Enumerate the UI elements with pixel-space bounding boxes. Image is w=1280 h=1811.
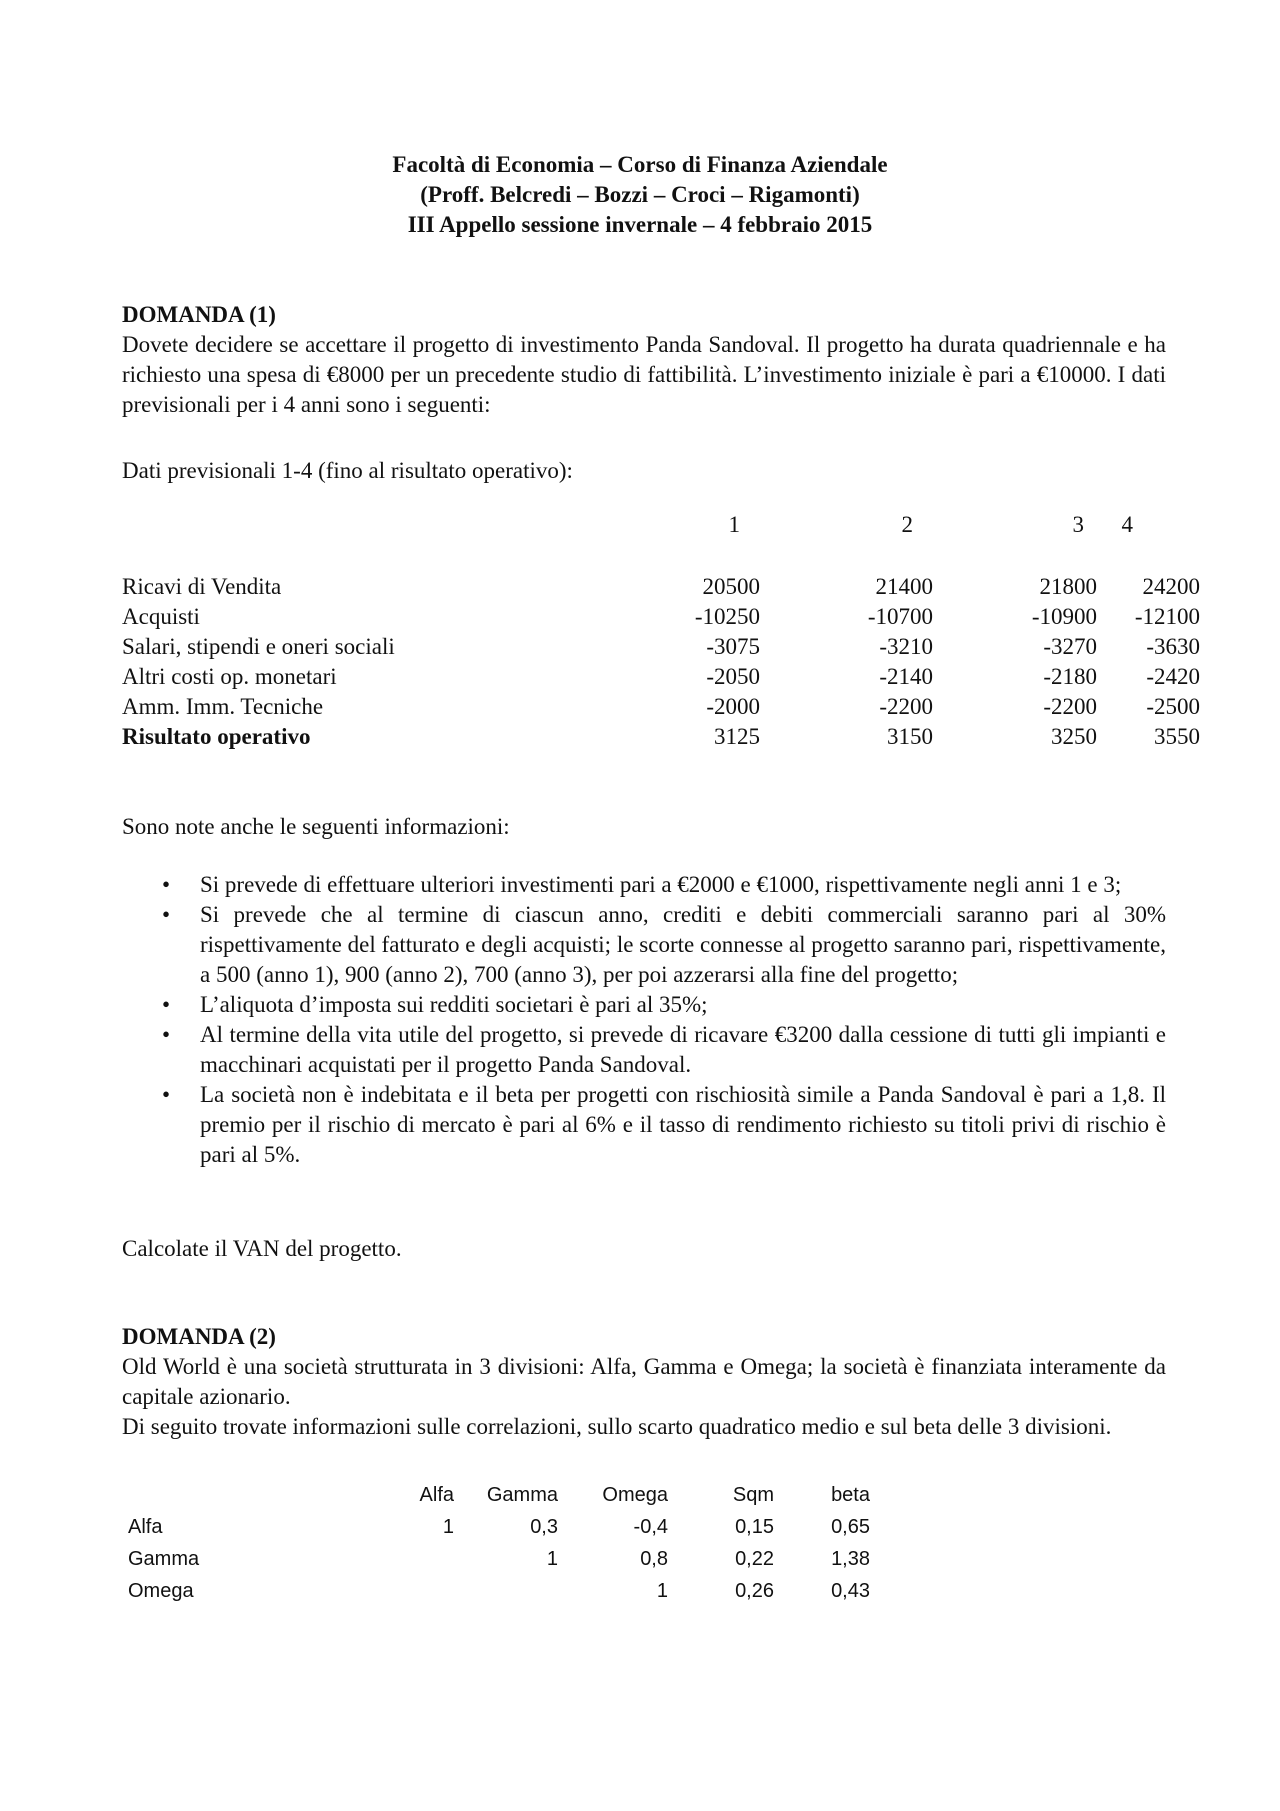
forecast-year-header-row bbox=[122, 510, 1166, 540]
bullet-text: Si prevede che al termine di ciascun anno, crediti e debiti commerciali saranno pari al 30% rispettivamente del fatturato e degli acquisti; le scorte connesse al progetto saranno pari, rispettivamente, a 500 (anno 1), 900 (anno 2), 700 (anno 3), per poi azzerarsi alla fine del progetto; bbox=[200, 902, 1166, 987]
list-item bbox=[122, 900, 1166, 990]
bullet-text: La società non è indebitata e il beta per progetti con rischiosità simile a Panda Sandoval è pari a 1,8. Il premio per il rischio di mercato è pari al 6% e il tasso di rendimento richiesto su titoli privi di rischio è pari al 5%. bbox=[200, 1082, 1166, 1167]
bullet-text: L’aliquota d’imposta sui redditi societari è pari al 35%; bbox=[200, 992, 708, 1017]
table-row bbox=[128, 1576, 870, 1608]
question-2-paragraph-1: Old World è una società strutturata in 3 divisioni: Alfa, Gamma e Omega; la società è finanziata interamente da capitale azionario. bbox=[122, 1354, 1166, 1409]
year-header: 1 bbox=[728, 512, 740, 537]
row-value: 0,22 bbox=[735, 1548, 774, 1570]
forecast-table bbox=[122, 510, 1200, 760]
row-label: Risultato operativo bbox=[122, 724, 311, 749]
row-value: -12100 bbox=[1134, 604, 1200, 629]
row-value: 0,65 bbox=[831, 1516, 870, 1538]
header-exam-date-line: III Appello sessione invernale – 4 febbraio 2015 bbox=[407, 212, 873, 237]
column-header: Sqm bbox=[732, 1484, 774, 1506]
table-row bbox=[128, 1544, 870, 1576]
row-label: Altri costi op. monetari bbox=[122, 664, 337, 689]
info-bullet-list bbox=[122, 870, 1166, 1170]
row-value: 3150 bbox=[887, 724, 933, 749]
row-value: -2000 bbox=[706, 694, 760, 719]
column-header: Alfa bbox=[419, 1484, 454, 1506]
table-row bbox=[122, 692, 1200, 722]
row-value: -0,4 bbox=[633, 1516, 668, 1538]
row-value: -3075 bbox=[706, 634, 760, 659]
row-label: Alfa bbox=[128, 1516, 163, 1538]
question-1-title: DOMANDA (1) bbox=[122, 302, 276, 327]
table-row bbox=[122, 602, 1200, 632]
row-value: 3125 bbox=[714, 724, 760, 749]
row-value: 0,15 bbox=[735, 1516, 774, 1538]
question-2-paragraph-2: Di seguito trovate informazioni sulle correlazioni, sullo scarto quadratico medio e sul beta delle 3 divisioni. bbox=[122, 1414, 1112, 1439]
row-value: 3250 bbox=[1051, 724, 1097, 749]
header-faculty-line: Facoltà di Economia – Corso di Finanza Aziendale bbox=[392, 152, 888, 177]
bullet-text: Al termine della vita utile del progetto, si prevede di ricavare €3200 dalla cessione di tutti gli impianti e macchinari acquistati per il progetto Panda Sandoval. bbox=[200, 1022, 1166, 1077]
table-row bbox=[122, 662, 1200, 692]
row-value: 0,26 bbox=[735, 1580, 774, 1602]
year-header: 3 bbox=[1072, 512, 1084, 537]
bullet-icon: • bbox=[162, 1022, 171, 1047]
column-header: beta bbox=[831, 1484, 870, 1506]
bullet-icon: • bbox=[162, 992, 171, 1017]
row-value: 0,8 bbox=[640, 1548, 668, 1570]
list-item bbox=[122, 1020, 1166, 1080]
row-value: 1 bbox=[442, 1516, 454, 1538]
table-header-row bbox=[128, 1480, 870, 1512]
bullet-icon: • bbox=[162, 902, 171, 927]
row-value: 21400 bbox=[875, 574, 933, 599]
row-value: 3550 bbox=[1154, 724, 1200, 749]
row-value: 24200 bbox=[1142, 574, 1200, 599]
row-value: 21800 bbox=[1039, 574, 1097, 599]
bullet-icon: • bbox=[162, 1082, 171, 1107]
row-value: -10700 bbox=[867, 604, 933, 629]
row-value: -3630 bbox=[1146, 634, 1200, 659]
row-value: -2140 bbox=[879, 664, 933, 689]
row-value: -2200 bbox=[1043, 694, 1097, 719]
table-row bbox=[128, 1512, 870, 1544]
column-header: Omega bbox=[602, 1484, 668, 1506]
table-row-total bbox=[122, 722, 1200, 752]
row-value: -10900 bbox=[1031, 604, 1097, 629]
row-value: 1 bbox=[656, 1580, 668, 1602]
list-item bbox=[122, 990, 1166, 1020]
row-label: Acquisti bbox=[122, 604, 200, 629]
row-value: 1,38 bbox=[831, 1548, 870, 1570]
row-value: -3210 bbox=[879, 634, 933, 659]
row-value: -2200 bbox=[879, 694, 933, 719]
row-value: 0,3 bbox=[530, 1516, 558, 1538]
list-item bbox=[122, 1080, 1166, 1170]
row-value: -3270 bbox=[1043, 634, 1097, 659]
row-value: 20500 bbox=[702, 574, 760, 599]
column-header: Gamma bbox=[486, 1484, 558, 1506]
row-label: Amm. Imm. Tecniche bbox=[122, 694, 324, 719]
row-value: -2500 bbox=[1146, 694, 1200, 719]
question-2-title: DOMANDA (2) bbox=[122, 1324, 276, 1349]
forecast-table-caption: Dati previsionali 1-4 (fino al risultato operativo): bbox=[122, 458, 573, 483]
bullet-icon: • bbox=[162, 872, 171, 897]
row-value: 0,43 bbox=[831, 1580, 870, 1602]
row-label: Omega bbox=[128, 1580, 194, 1602]
header-professors-line: (Proff. Belcredi – Bozzi – Croci – Rigamonti) bbox=[420, 182, 860, 207]
row-value: -2050 bbox=[706, 664, 760, 689]
table-row bbox=[122, 632, 1200, 662]
row-value: -2420 bbox=[1146, 664, 1200, 689]
year-header: 4 bbox=[1121, 512, 1133, 537]
question-1-closing: Calcolate il VAN del progetto. bbox=[122, 1236, 402, 1261]
row-label: Salari, stipendi e oneri sociali bbox=[122, 634, 395, 659]
table-row bbox=[122, 572, 1200, 602]
year-header: 2 bbox=[901, 512, 913, 537]
row-value: 1 bbox=[546, 1548, 558, 1570]
row-label: Gamma bbox=[128, 1548, 200, 1570]
bullet-text: Si prevede di effettuare ulteriori investimenti pari a €2000 e €1000, rispettivamente negli anni 1 e 3; bbox=[200, 872, 1122, 897]
list-item bbox=[122, 870, 1166, 900]
question-1-intro: Dovete decidere se accettare il progetto di investimento Panda Sandoval. Il progetto ha durata quadriennale e ha richiesto una spesa di €8000 per un precedente studio di fattibilità. L’investimento iniziale è pari a €10000. I dati previsionali per i 4 anni sono i seguenti: bbox=[122, 332, 1166, 417]
row-value: -10250 bbox=[694, 604, 760, 629]
info-intro: Sono note anche le seguenti informazioni: bbox=[122, 814, 510, 839]
row-value: -2180 bbox=[1043, 664, 1097, 689]
document-header bbox=[0, 150, 1280, 240]
row-label: Ricavi di Vendita bbox=[122, 574, 282, 599]
